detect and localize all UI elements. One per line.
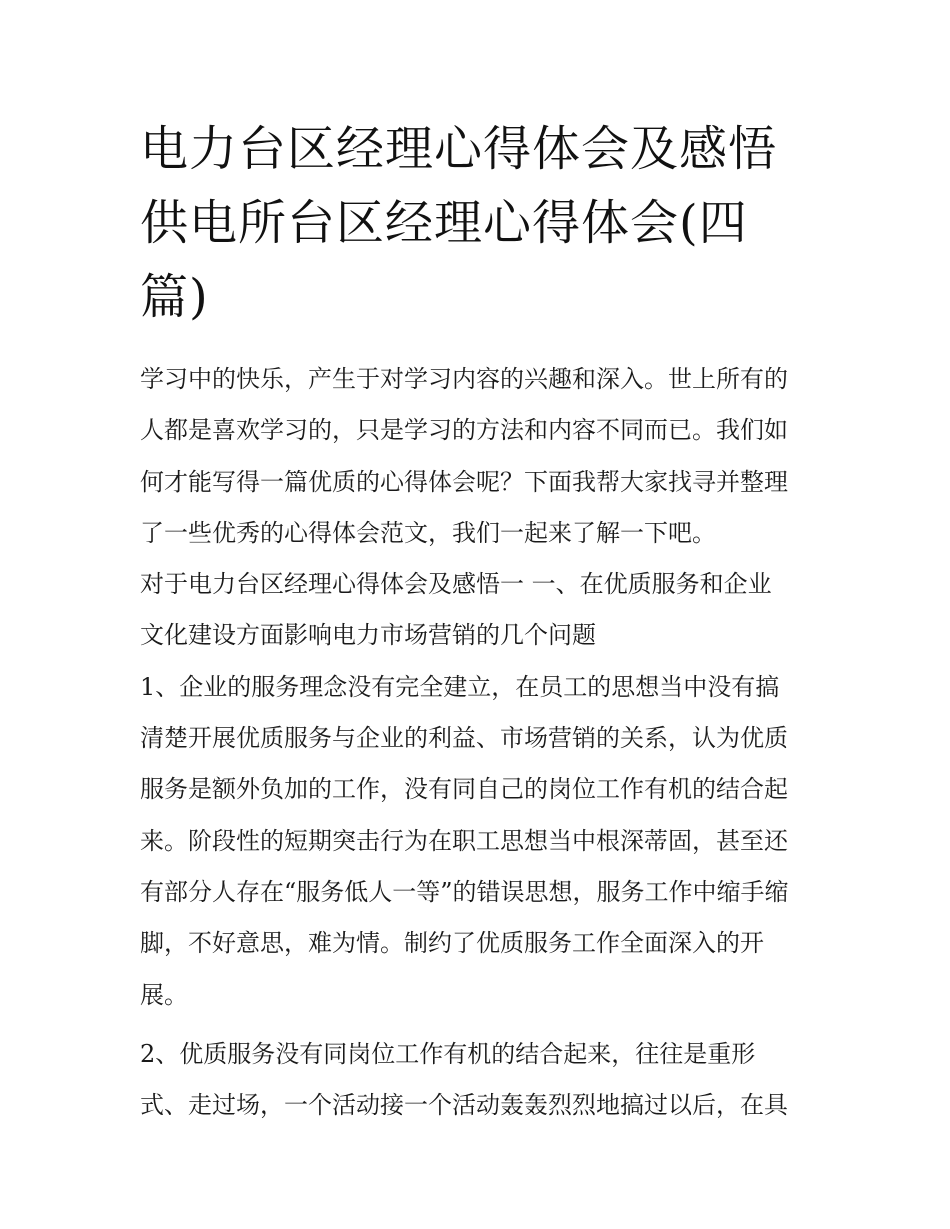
paragraph-section-heading: [140, 559, 830, 662]
title-line: 供电所台区经理心得体会(四: [140, 195, 748, 251]
text-line: 2、优质服务没有同岗位工作有机的结合起来，往往是重形: [140, 1039, 756, 1068]
document-title: [140, 112, 830, 334]
title-line: 电力台区经理心得体会及感悟: [140, 121, 778, 177]
text-line: 脚，不好意思，难为情。制约了优质服务工作全面深入的开: [140, 929, 764, 958]
text-line: 文化建设方面影响电力市场营销的几个问题: [140, 621, 596, 650]
title-line: 篇): [140, 269, 209, 325]
text-line: 清楚开展优质服务与企业的利益、市场营销的关系，认为优质: [140, 724, 788, 753]
text-line: 人都是喜欢学习的，只是学习的方法和内容不同而已。我们如: [140, 416, 788, 445]
text-line: 式、走过场，一个活动接一个活动轰轰烈烈地搞过以后，在具: [140, 1091, 788, 1120]
paragraph-point-2: [140, 1029, 830, 1132]
text-line: 1、企业的服务理念没有完全建立，在员工的思想当中没有搞: [140, 672, 780, 701]
document-body: [140, 354, 830, 1131]
text-line: 对于电力台区经理心得体会及感悟一 一、在优质服务和企业: [140, 570, 772, 599]
text-line: 了一些优秀的心得体会范文，我们一起来了解一下吧。: [140, 518, 716, 547]
text-line: 学习中的快乐，产生于对学习内容的兴趣和深入。世上所有的: [140, 365, 788, 393]
text-line: 展。: [140, 980, 188, 1009]
paragraph-intro: [140, 354, 830, 559]
text-line: 有部分人存在“服务低人一等”的错误思想，服务工作中缩手缩: [140, 877, 789, 906]
paragraph-point-1: [140, 662, 830, 1021]
text-line: 来。阶段性的短期突击行为在职工思想当中根深蒂固，甚至还: [140, 826, 788, 855]
text-line: 何才能写得一篇优质的心得体会呢？下面我帮大家找寻并整理: [140, 467, 788, 496]
text-line: 服务是额外负加的工作，没有同自己的岗位工作有机的结合起: [140, 775, 788, 804]
